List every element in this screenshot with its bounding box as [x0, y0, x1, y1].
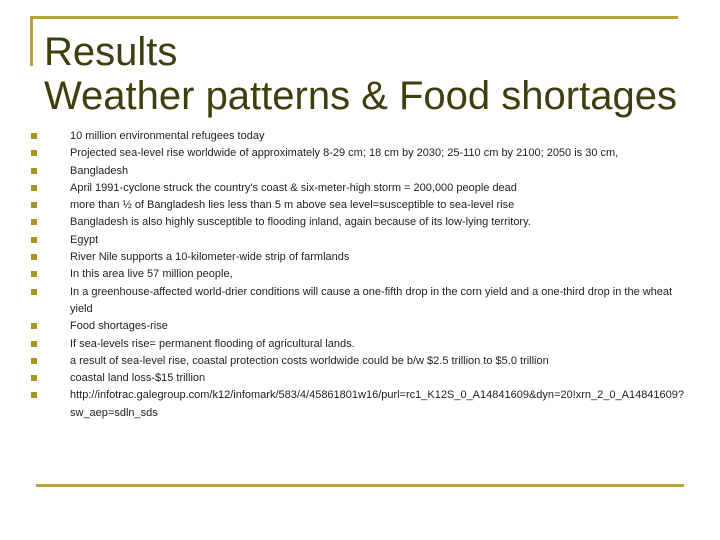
bullet-item [0, 284, 690, 319]
square-bullet-icon [31, 358, 37, 364]
square-bullet-icon [31, 237, 37, 243]
bullet-item [0, 163, 690, 180]
bullet-text: Egypt [70, 233, 99, 246]
bullet-text: April 1991-cyclone struck the country's coast & six-meter-high storm = 200,000 people dead [70, 181, 517, 194]
square-bullet-icon [31, 392, 37, 398]
slide-title: Results Weather patterns & Food shortages [44, 30, 677, 118]
left-border-line [30, 16, 33, 66]
bullet-text: Food shortages-rise [70, 320, 168, 333]
bullet-text: Bangladesh [70, 164, 129, 177]
top-border-line [30, 16, 678, 19]
bullet-text: Bangladesh is also highly susceptible to flooding inland, again because of its low-lying territory. [70, 216, 531, 229]
bullet-text: In this area live 57 million people, [70, 268, 233, 281]
bullet-text: Projected sea-level rise worldwide of approximately 8-29 cm; 18 cm by 2030; 25-110 cm by 2100; 2050 is 30 cm, [70, 147, 619, 160]
bullet-item [0, 353, 690, 370]
bullet-item [0, 128, 690, 145]
square-bullet-icon [31, 150, 37, 156]
bullet-item [0, 318, 690, 335]
square-bullet-icon [31, 341, 37, 347]
bullet-item [0, 197, 690, 214]
bullet-item [0, 145, 690, 162]
bullet-item [0, 232, 690, 249]
bullet-text: River Nile supports a 10-kilometer-wide strip of farmlands [70, 251, 350, 264]
square-bullet-icon [31, 271, 37, 277]
square-bullet-icon [31, 168, 37, 174]
bullet-text: a result of sea-level rise, coastal protection costs worldwide could be b/w $2.5 trillion to $5.0 trillion [70, 354, 549, 367]
bullet-text: more than ½ of Bangladesh lies less than 5 m above sea level=susceptible to sea-level rise [70, 199, 515, 212]
bullet-list [0, 128, 690, 422]
bullet-item [0, 214, 690, 231]
square-bullet-icon [31, 202, 37, 208]
bullet-item [0, 387, 690, 422]
bullet-text: 10 million environmental refugees today [70, 130, 265, 142]
square-bullet-icon [31, 323, 37, 329]
square-bullet-icon [31, 254, 37, 260]
square-bullet-icon [31, 219, 37, 225]
bullet-item [0, 336, 690, 353]
bullet-link[interactable]: http://infotrac.galegroup.com/k12/infomark/583/4/45861801w16/purl=rc1_K12S_0_A14841609&dyn=20!xrn_2_0_A14841609?sw_aep=sdln_sds [70, 389, 685, 419]
bullet-text: If sea-levels rise= permanent flooding of agricultural lands. [70, 337, 355, 350]
bullet-item [0, 370, 690, 387]
square-bullet-icon [31, 289, 37, 295]
square-bullet-icon [31, 375, 37, 381]
square-bullet-icon [31, 133, 37, 139]
bullet-item [0, 249, 690, 266]
square-bullet-icon [31, 185, 37, 191]
bullet-item [0, 266, 690, 283]
bullet-text: In a greenhouse-affected world-drier conditions will cause a one-fifth drop in the corn yield and a one-third drop in the wheat yield [70, 285, 673, 315]
bullet-text: coastal land loss-$15 trillion [70, 372, 206, 385]
bottom-border-line [36, 484, 684, 487]
bullet-item [0, 180, 690, 197]
